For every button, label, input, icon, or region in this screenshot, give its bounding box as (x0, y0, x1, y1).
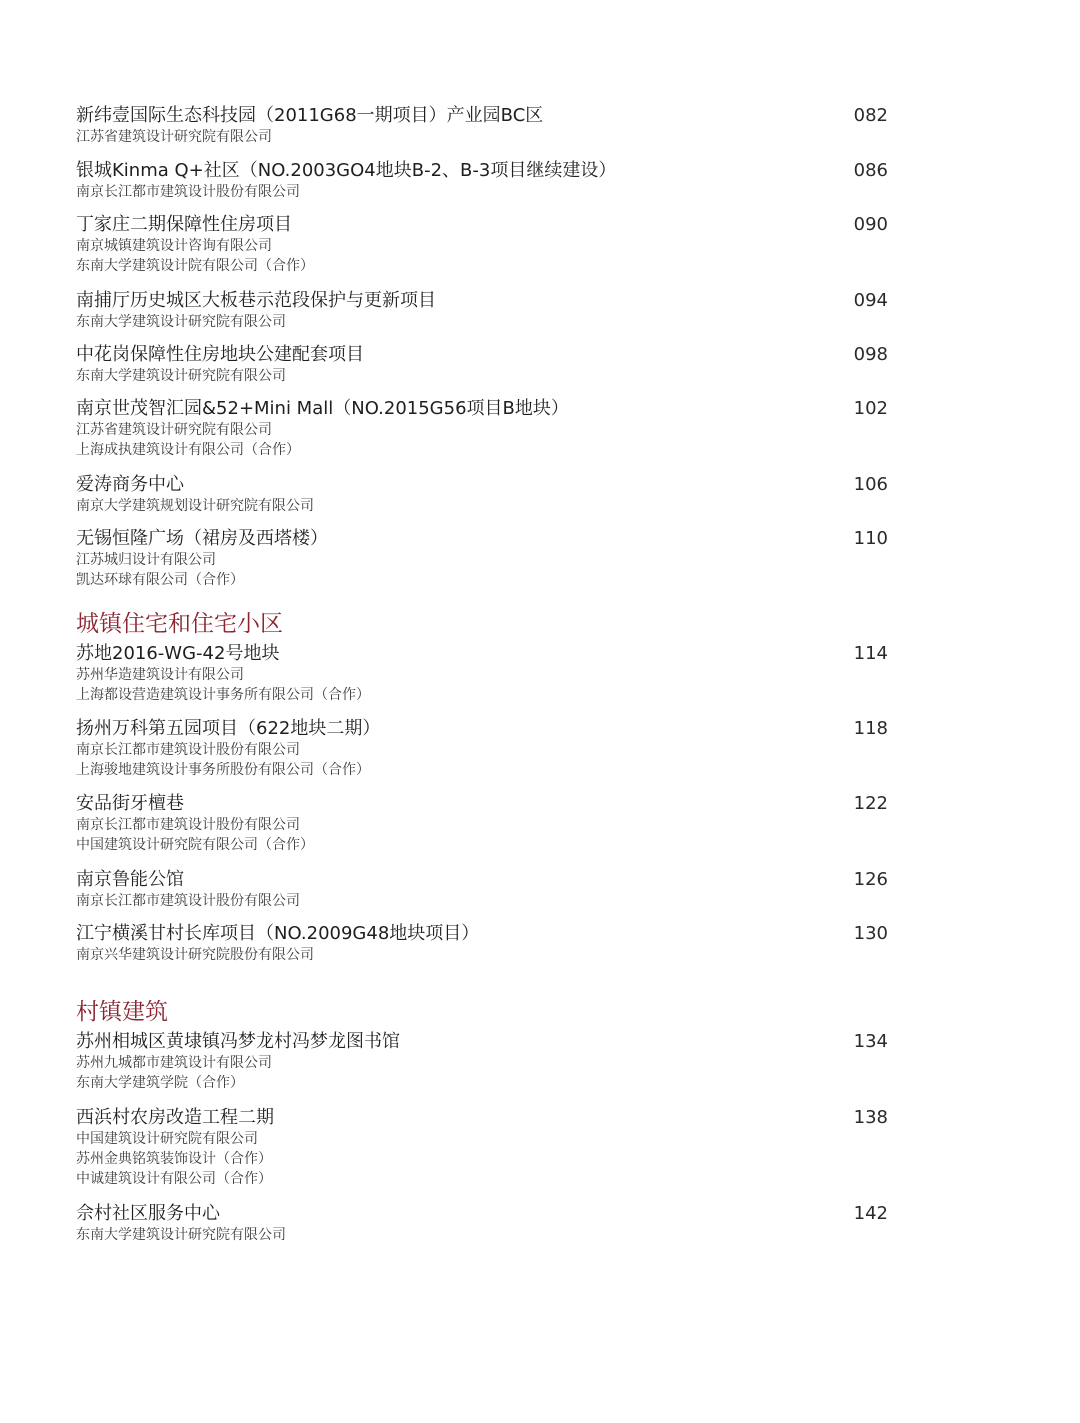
entry-title: 江宁横溪甘村长库项目（NO.2009G48地块项目） (76, 923, 480, 944)
entry-organization: 南京大学建筑规划设计研究院有限公司 (76, 498, 314, 514)
entry-organization: 东南大学建筑设计研究院有限公司 (76, 1227, 286, 1243)
entry-page-number: 138 (853, 1107, 888, 1128)
toc-entry (76, 869, 888, 911)
entry-organization: 南京兴华建筑设计研究院股份有限公司 (76, 947, 314, 963)
entry-page-number: 110 (853, 528, 888, 549)
entry-organization: 江苏城归设计有限公司 (76, 552, 216, 568)
section-heading-village-buildings: 村镇建筑 (76, 999, 168, 1025)
entry-page-number: 114 (853, 643, 888, 664)
entry-organization: 南京长江都市建筑设计股份有限公司 (76, 893, 300, 909)
entry-page-number: 098 (853, 344, 888, 365)
entry-organization: 苏州九城都市建筑设计有限公司 (76, 1055, 272, 1071)
toc-entry (76, 1031, 888, 1093)
entry-page-number: 106 (853, 474, 888, 495)
toc-entry (76, 344, 888, 386)
entry-title: 银城Kinma Q+社区（NO.2003GO4地块B-2、B-3项目继续建设） (76, 160, 617, 181)
entry-organization: 上海都设营造建筑设计事务所有限公司（合作） (76, 687, 370, 703)
entry-title: 爱涛商务中心 (76, 474, 184, 495)
toc-entry (76, 160, 888, 202)
entry-title: 扬州万科第五园项目（622地块二期） (76, 718, 381, 739)
entry-title: 苏地2016-WG-42号地块 (76, 643, 280, 664)
entry-title: 南京鲁能公馆 (76, 869, 184, 890)
entry-title: 安品街牙檀巷 (76, 793, 184, 814)
entry-page-number: 122 (853, 793, 888, 814)
entry-page-number: 130 (853, 923, 888, 944)
toc-entry (76, 1203, 888, 1245)
toc-entry (76, 398, 888, 460)
entry-organization: 南京城镇建筑设计咨询有限公司 (76, 238, 272, 254)
entry-organization: 江苏省建筑设计研究院有限公司 (76, 422, 272, 438)
entry-title: 丁家庄二期保障性住房项目 (76, 214, 292, 235)
toc-entry (76, 1107, 888, 1189)
toc-entry (76, 793, 888, 855)
entry-page-number: 126 (853, 869, 888, 890)
entry-title: 南京世茂智汇园&52+Mini Mall（NO.2015G56项目B地块） (76, 398, 569, 419)
entry-organization: 南京长江都市建筑设计股份有限公司 (76, 742, 300, 758)
entry-title: 无锡恒隆广场（裙房及西塔楼） (76, 528, 328, 549)
toc-entry (76, 474, 888, 516)
entry-page-number: 134 (853, 1031, 888, 1052)
entry-title: 苏州相城区黄埭镇冯梦龙村冯梦龙图书馆 (76, 1031, 400, 1052)
entry-page-number: 082 (853, 105, 888, 126)
entry-page-number: 102 (853, 398, 888, 419)
entry-organization: 中诚建筑设计有限公司（合作） (76, 1171, 272, 1187)
section-heading-urban-housing: 城镇住宅和住宅小区 (76, 611, 283, 637)
toc-entry (76, 643, 888, 705)
entry-organization: 江苏省建筑设计研究院有限公司 (76, 129, 272, 145)
toc-entry (76, 923, 888, 965)
entry-page-number: 118 (853, 718, 888, 739)
entry-organization: 凯达环球有限公司（合作） (76, 572, 244, 588)
toc-entry (76, 718, 888, 780)
entry-organization: 苏州华造建筑设计有限公司 (76, 667, 244, 683)
entry-page-number: 090 (853, 214, 888, 235)
entry-organization: 中国建筑设计研究院有限公司 (76, 1131, 258, 1147)
entry-organization: 上海骏地建筑设计事务所股份有限公司（合作） (76, 762, 370, 778)
entry-title: 新纬壹国际生态科技园（2011G68一期项目）产业园BC区 (76, 105, 544, 126)
entry-organization: 南京长江都市建筑设计股份有限公司 (76, 817, 300, 833)
entry-organization: 东南大学建筑设计研究院有限公司 (76, 368, 286, 384)
entry-organization: 苏州金典铭筑装饰设计（合作） (76, 1151, 272, 1167)
entry-organization: 南京长江都市建筑设计股份有限公司 (76, 184, 300, 200)
entry-page-number: 142 (853, 1203, 888, 1224)
entry-organization: 东南大学建筑设计院有限公司（合作） (76, 258, 314, 274)
entry-title: 中花岗保障性住房地块公建配套项目 (76, 344, 364, 365)
entry-title: 佘村社区服务中心 (76, 1203, 220, 1224)
entry-organization: 上海成执建筑设计有限公司（合作） (76, 442, 300, 458)
entry-organization: 东南大学建筑学院（合作） (76, 1075, 244, 1091)
toc-entry (76, 528, 888, 590)
toc-entry (76, 290, 888, 332)
entry-page-number: 086 (853, 160, 888, 181)
toc-entry (76, 214, 888, 276)
entry-organization: 中国建筑设计研究院有限公司（合作） (76, 837, 314, 853)
entry-title: 西浜村农房改造工程二期 (76, 1107, 274, 1128)
toc-entry (76, 105, 888, 147)
entry-page-number: 094 (853, 290, 888, 311)
entry-title: 南捕厅历史城区大板巷示范段保护与更新项目 (76, 290, 436, 311)
entry-organization: 东南大学建筑设计研究院有限公司 (76, 314, 286, 330)
